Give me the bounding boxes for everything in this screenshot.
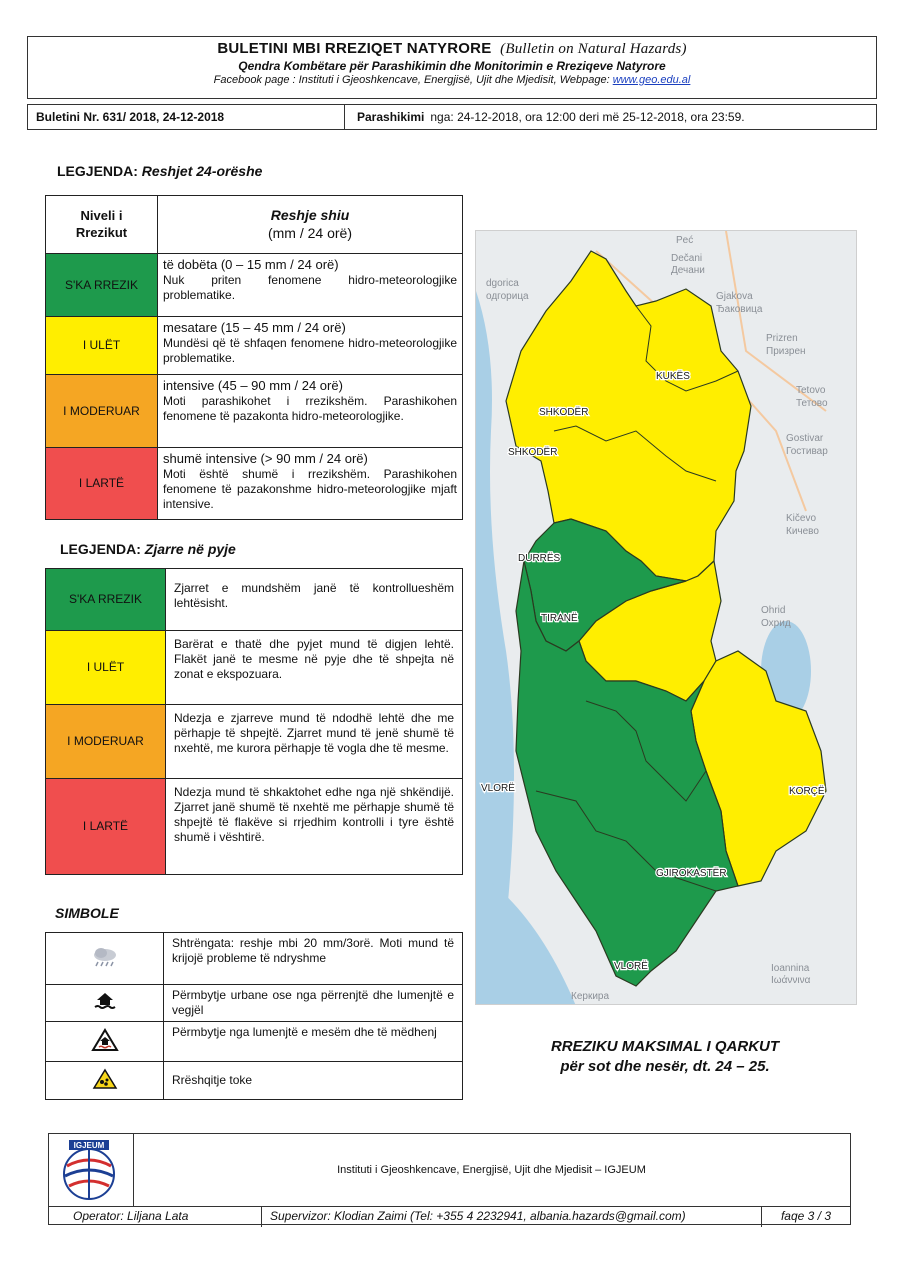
landslide-icon — [46, 1062, 164, 1100]
fire-row-moderate — [46, 705, 463, 779]
symbol-text-urban-flood: Përmbytje urbane ose nga përrenjtë dhe lumenjtë e vegjël — [164, 985, 463, 1022]
symbol-row-storm — [46, 933, 463, 985]
symbol-row-urban-flood — [46, 985, 463, 1022]
fire-level-high: I LARTË — [46, 779, 166, 875]
bg-label: Peć — [676, 235, 694, 246]
footer — [48, 1133, 851, 1225]
fire-row-none — [46, 569, 463, 631]
bg-label: Prizren — [766, 333, 798, 344]
rain-desc-none — [158, 254, 463, 317]
bulletin-title: BULETINI MBI RREZIQET NATYRORE — [217, 40, 492, 57]
storm-cloud-icon — [46, 933, 164, 985]
fire-desc-moderate: Ndezja e zjarreve mund të ndodhë lehtë dhe me përhapje të shpejtë. Zjarret mund të jenë shumë të nxehtë, me kurora përhapje të vogla dhe të mesme. — [166, 705, 463, 779]
rain-amount-unit: (mm / 24 orë) — [267, 224, 352, 241]
fire-legend-sub: Zjarre në pyje — [144, 541, 236, 557]
label-kukes: KUKËS — [656, 371, 690, 382]
bg-label: Ιωάννινα — [771, 975, 811, 986]
bg-label: Керкира — [571, 991, 610, 1002]
symbol-row-landslide — [46, 1062, 463, 1100]
bg-label: Кичево — [786, 526, 819, 537]
forecast-period — [345, 105, 876, 129]
bg-label: Tetovo — [796, 385, 826, 396]
bg-label: Дечани — [671, 265, 705, 276]
label-vlore-2: VLORË — [614, 961, 648, 972]
fire-level-moderate: I MODERUAR — [46, 705, 166, 779]
rain-row-none — [46, 254, 463, 317]
rain-level-low: I ULËT — [46, 317, 158, 375]
symbols-heading: SIMBOLE — [55, 905, 119, 921]
bg-label: Гостивар — [786, 446, 828, 457]
rain-row-moderate — [46, 375, 463, 448]
rain-legend-label: LEGJENDA: — [57, 163, 138, 179]
bg-label: Kičevo — [786, 513, 817, 524]
rain-desc-low — [158, 317, 463, 375]
rain-row-high — [46, 448, 463, 520]
label-tirane: TIRANË — [541, 613, 578, 624]
bg-label: Ђаковица — [716, 304, 763, 315]
fire-desc-low: Barërat e thatë dhe pyjet mund të digjen lehtë. Flakët janë te mesme në pyje dhe të shpejta në zonat e ekspozuara. — [166, 631, 463, 705]
bg-label: Gjakova — [716, 291, 753, 302]
risk-map — [475, 230, 857, 1005]
bg-label: Dečani — [671, 253, 703, 264]
rain-row-low — [46, 317, 463, 375]
albania-map-svg — [476, 231, 857, 1005]
rain-legend-table — [45, 195, 463, 520]
fire-row-high — [46, 779, 463, 875]
bg-label: одгорица — [486, 291, 529, 302]
fire-level-low: I ULËT — [46, 631, 166, 705]
bg-label: Тетово — [796, 398, 828, 409]
forecast-label: Parashikimi — [357, 110, 425, 124]
label-korce: KORÇË — [789, 786, 825, 797]
page-number: faqe 3 / 3 — [780, 1209, 832, 1223]
rain-desc-body: Moti është shumë i rrezikshëm. Parashikohen fenomene të pazakonshme hidro-meteorologjike mjaft intensive. — [163, 467, 457, 512]
map-caption-title: RREZIKU MAKSIMAL I QARKUT — [550, 1038, 780, 1055]
bg-label: Охрид — [761, 618, 791, 629]
facebook-text: Facebook page : Instituti i Gjeoshkencave, Energjisë, Ujit dhe Mjedisit, Webpage: — [213, 74, 613, 86]
footer-row — [49, 1206, 850, 1227]
bg-label: Ohrid — [761, 605, 786, 616]
info-bar — [27, 104, 877, 130]
label-gjirokaster: GJIROKASTËR — [656, 868, 727, 879]
bulletin-header — [27, 36, 877, 99]
logo-text: IGJEUM — [73, 1141, 105, 1150]
bulletin-title-line — [28, 40, 876, 58]
center-name: Qendra Kombëtare për Parashikimin dhe Monitorimin e Rreziqeve Natyrore — [238, 59, 666, 73]
igjeum-logo — [49, 1134, 134, 1206]
rain-col-amount-header — [158, 196, 463, 254]
operator: Operator: Liljana Lata — [49, 1207, 262, 1227]
rain-level-high: I LARTË — [46, 448, 158, 520]
rain-desc-body: Nuk priten fenomene hidro-meteorologjike problematike. — [163, 273, 457, 303]
supervisor: Supervizor: Klodian Zaimi (Tel: +355 4 2232941, albania.hazards@gmail.com) — [262, 1207, 762, 1227]
label-shkoder-2: SHKODËR — [508, 447, 558, 458]
rain-legend-heading — [57, 163, 262, 179]
rain-desc-head: intensive (45 – 90 mm / 24 orë) — [163, 378, 343, 393]
fire-legend-heading — [60, 541, 236, 557]
rain-desc-body: Mundësi që të shfaqen fenomene hidro-meteorologjike problematike. — [163, 336, 457, 366]
contact-line — [28, 74, 876, 86]
symbol-text-storm: Shtrëngata: reshje mbi 20 mm/3orë. Moti mund të krijojë probleme të ndryshme — [164, 933, 463, 985]
rain-amount-title: Reshje shiu — [270, 207, 350, 223]
fire-desc-none: Zjarret e mundshëm janë të kontrollueshëm lehtësisht. — [166, 569, 463, 631]
rain-level-moderate: I MODERUAR — [46, 375, 158, 448]
fire-desc-high: Ndezja mund të shkaktohet edhe nga një shkëndijë. Zjarret janë shumë të nxehtë me përhapje shumë të shpejtë të flakëve si rrjedhim kontrolli i tyre është shumë i vështirë. — [166, 779, 463, 875]
urban-flood-icon — [46, 985, 164, 1022]
rain-desc-moderate — [158, 375, 463, 448]
fire-legend-label: LEGJENDA: — [60, 541, 141, 557]
bg-label: Gostivar — [786, 433, 824, 444]
symbols-table — [45, 932, 463, 1100]
website-link[interactable]: www.geo.edu.al — [612, 74, 691, 86]
rain-legend-sub: Reshjet 24-orëshe — [141, 163, 263, 179]
bg-label: Призрен — [766, 346, 806, 357]
map-caption — [500, 1037, 830, 1076]
symbol-row-river-flood — [46, 1022, 463, 1062]
label-vlore: VLORË — [481, 783, 515, 794]
bg-label: dgorica — [486, 278, 519, 289]
rain-desc-head: shumë intensive (> 90 mm / 24 orë) — [163, 451, 368, 466]
label-shkoder: SHKODËR — [539, 407, 589, 418]
rain-desc-body: Moti parashikohet i rrezikshëm. Parashikohen fenomene të pazakonta hidro-meteorologjike. — [163, 394, 457, 424]
rain-desc-head: të dobëta (0 – 15 mm / 24 orë) — [163, 257, 339, 272]
map-caption-date: për sot dhe nesër, dt. 24 – 25. — [560, 1057, 770, 1075]
fire-legend-table — [45, 568, 463, 875]
label-durres: DURRËS — [518, 553, 561, 564]
bg-label: Ioannina — [771, 963, 810, 974]
forecast-text: nga: 24-12-2018, ora 12:00 deri më 25-12-2018, ora 23:59. — [430, 110, 745, 124]
symbol-text-river-flood: Përmbytje nga lumenjtë e mesëm dhe të mëdhenj — [164, 1022, 463, 1062]
fire-level-none: S'KA RREZIK — [46, 569, 166, 631]
bulletin-number: Buletini Nr. 631/ 2018, 24-12-2018 — [28, 105, 345, 129]
symbol-text-landslide: Rrëshqitje toke — [164, 1062, 463, 1100]
river-flood-icon — [46, 1022, 164, 1062]
rain-level-none: S'KA RREZIK — [46, 254, 158, 317]
rain-desc-high — [158, 448, 463, 520]
rain-col-level-header: Niveli i Rrezikut — [46, 196, 158, 254]
institute-name: Instituti i Gjeoshkencave, Energjisë, Ujit dhe Mjedisit – IGJEUM — [337, 1164, 646, 1176]
rain-desc-head: mesatare (15 – 45 mm / 24 orë) — [163, 320, 346, 335]
fire-row-low — [46, 631, 463, 705]
bulletin-title-en: (Bulletin on Natural Hazards) — [500, 41, 687, 57]
